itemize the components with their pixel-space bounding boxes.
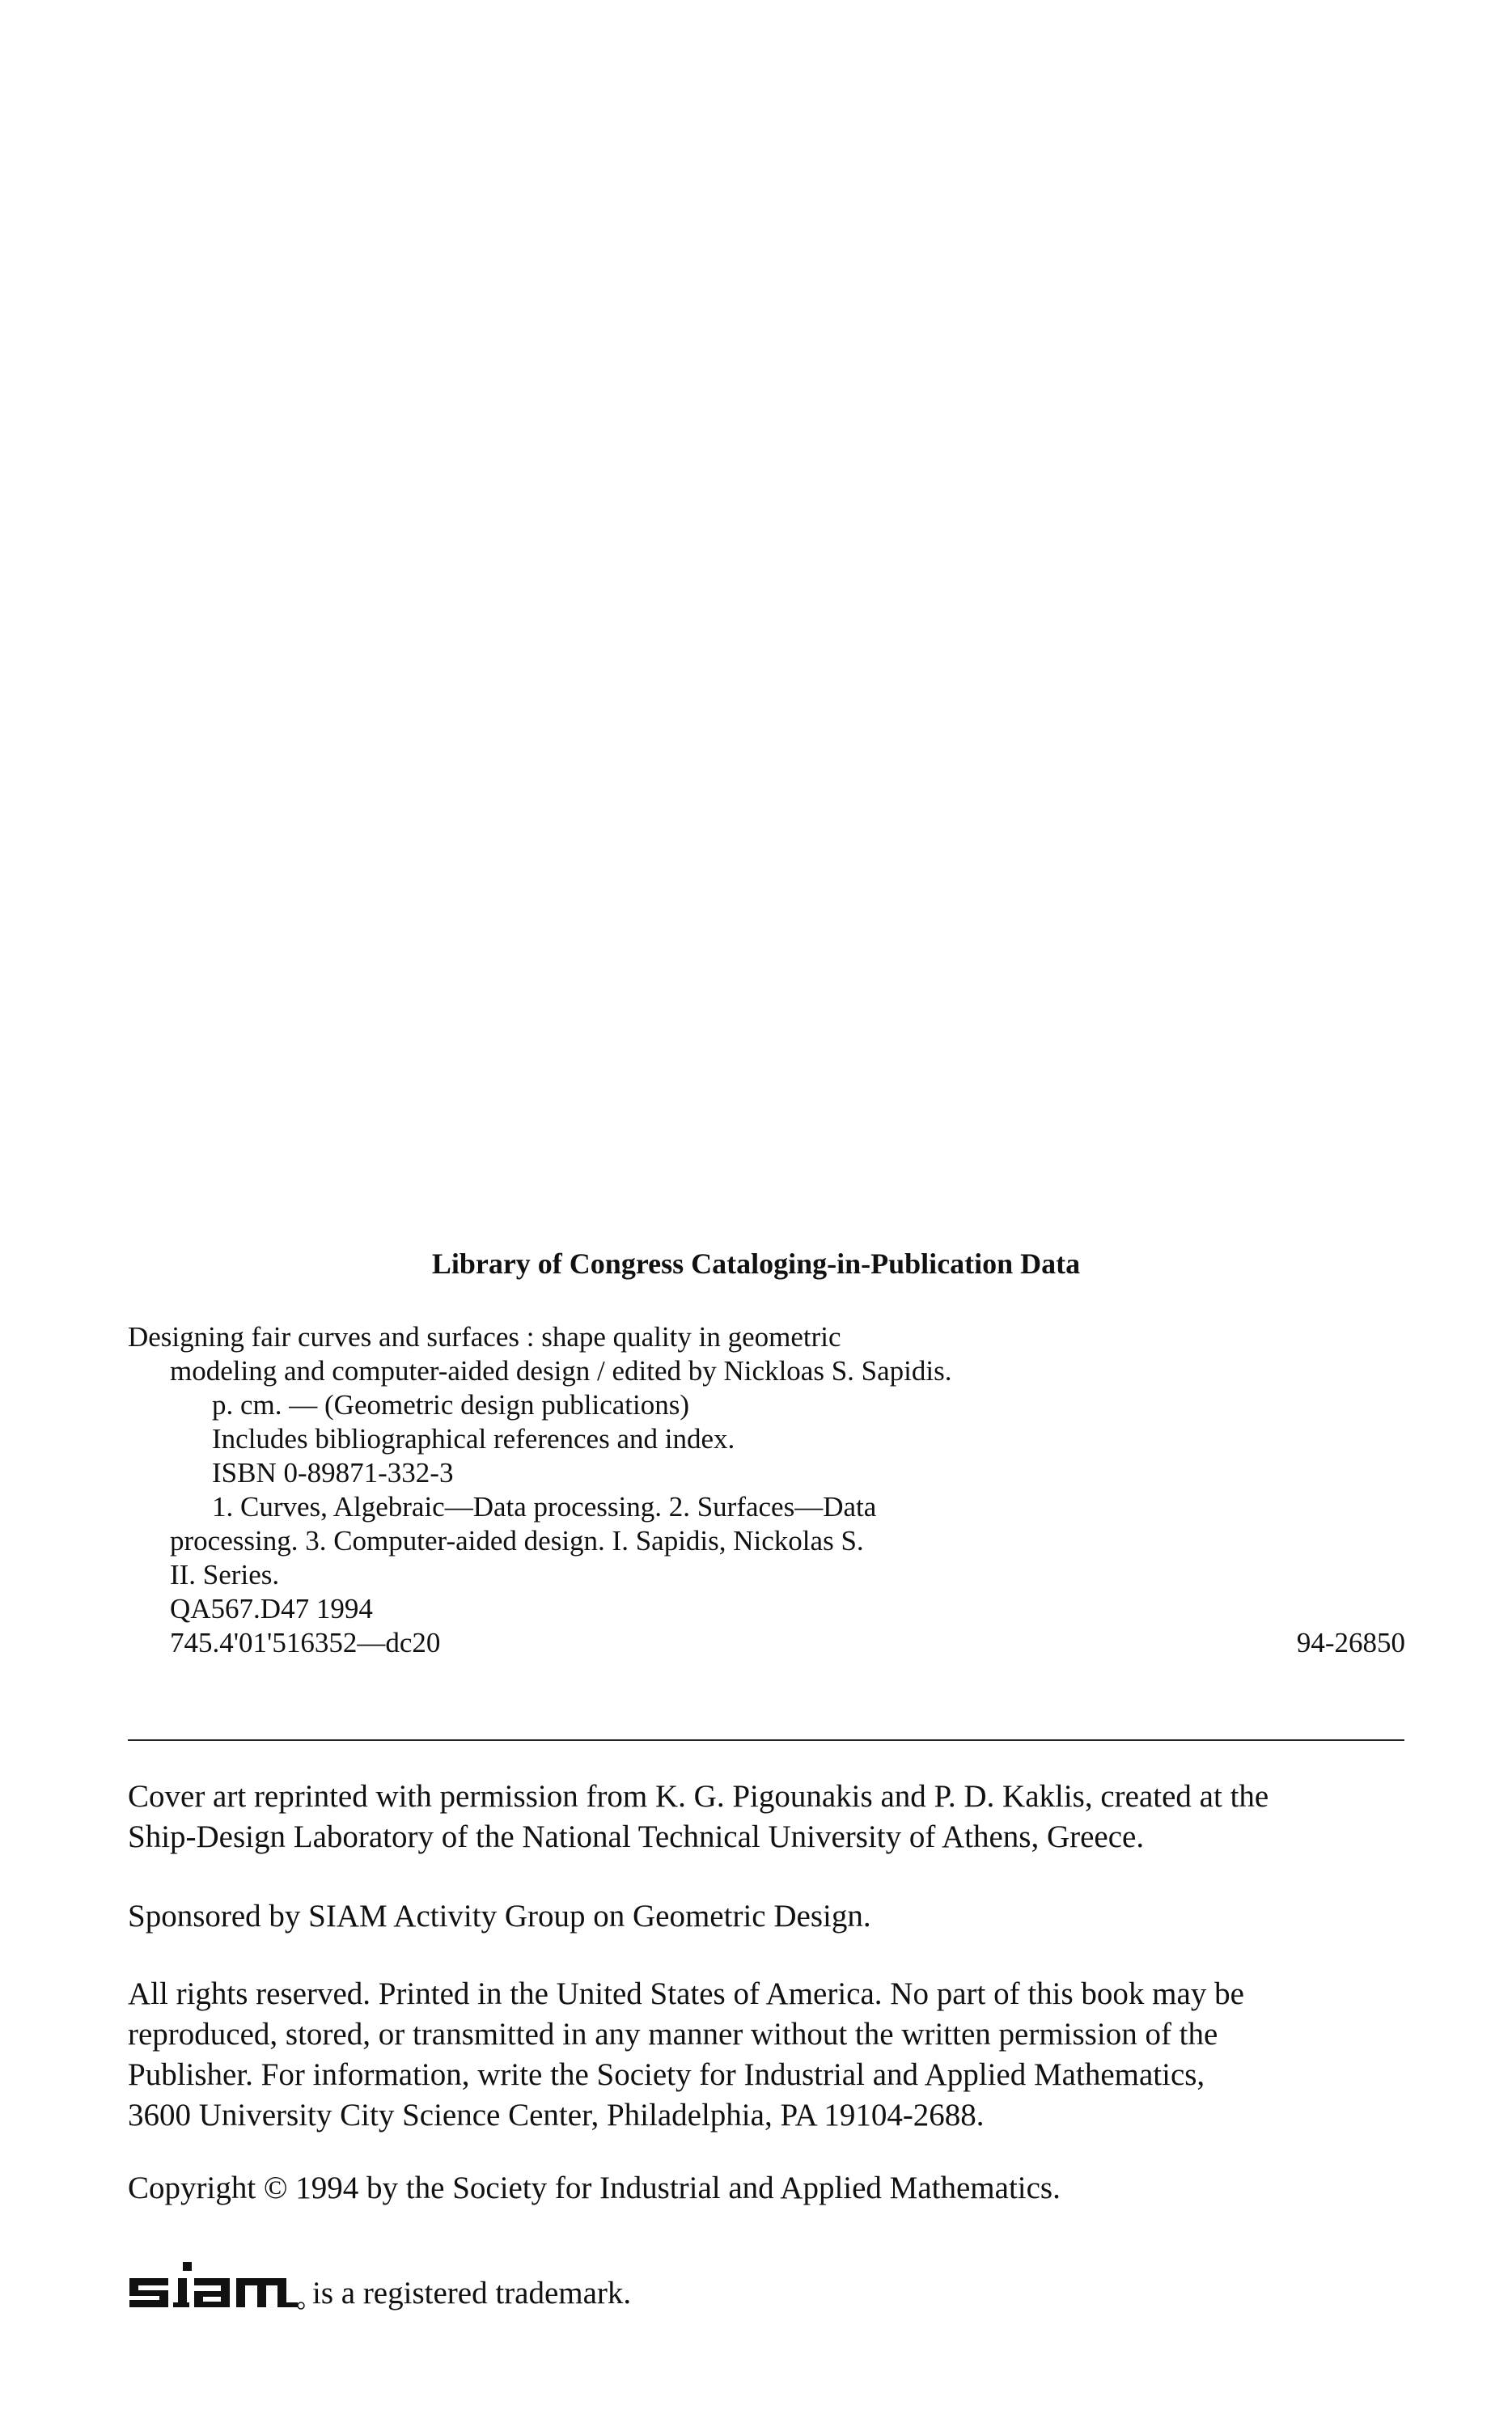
copyright-notice <box>128 2168 1422 2209</box>
rights-line: All rights reserved. Printed in the United States of America. No part of this book may be <box>128 1976 1244 2011</box>
rights-line: Publisher. For information, write the Society for Industrial and Applied Mathematics, <box>128 2057 1205 2092</box>
cip-line-physical: p. cm. — (Geometric design publications) <box>212 1389 689 1421</box>
cip-line-series: II. Series. <box>170 1559 280 1590</box>
cip-line-notes: Includes bibliographical references and index. <box>212 1423 735 1455</box>
cip-line-title-cont: modeling and computer-aided design / edited by Nickloas S. Sapidis. <box>170 1355 952 1387</box>
rights-line: 3600 University City Science Center, Philadelphia, PA 19104-2688. <box>128 2098 985 2133</box>
cip-line-title: Designing fair curves and surfaces : shape quality in geometric <box>128 1321 841 1353</box>
cip-line-subjects: 1. Curves, Algebraic—Data processing. 2. Surfaces—Data <box>212 1491 877 1523</box>
cip-line-subjects-cont: processing. 3. Computer-aided design. I. Sapidis, Nickolas S. <box>170 1525 864 1557</box>
siam-logo <box>128 2262 306 2314</box>
divider-rule <box>128 1739 1404 1741</box>
sponsor-text: Sponsored by SIAM Activity Group on Geometric Design. <box>128 1899 871 1934</box>
cip-line-isbn: ISBN 0-89871-332-3 <box>212 1457 454 1489</box>
cip-line-dewey: 745.4'01'516352—dc20 <box>170 1627 441 1658</box>
cip-lccn: 94-26850 <box>1296 1627 1405 1658</box>
cip-heading: Library of Congress Cataloging-in-Publication Data <box>431 1247 1081 1280</box>
sponsor-note <box>128 1896 1422 1937</box>
rights-line: reproduced, stored, or transmitted in any manner without the written permission of the <box>128 2017 1218 2052</box>
copyright-text: Copyright © 1994 by the Society for Industrial and Applied Mathematics. <box>128 2171 1061 2205</box>
trademark-notice <box>128 2257 631 2314</box>
cip-line-lc-class: QA567.D47 1994 <box>170 1593 373 1624</box>
trademark-text: is a registered trademark. <box>312 2276 632 2311</box>
cover-art-credit <box>128 1777 1422 1857</box>
rights-statement <box>128 1974 1422 2136</box>
cover-art-line: Ship-Design Laboratory of the National Technical University of Athens, Greece. <box>128 1819 1145 1854</box>
cover-art-line: Cover art reprinted with permission from K. G. Pigounakis and P. D. Kaklis, created at the <box>128 1779 1269 1814</box>
